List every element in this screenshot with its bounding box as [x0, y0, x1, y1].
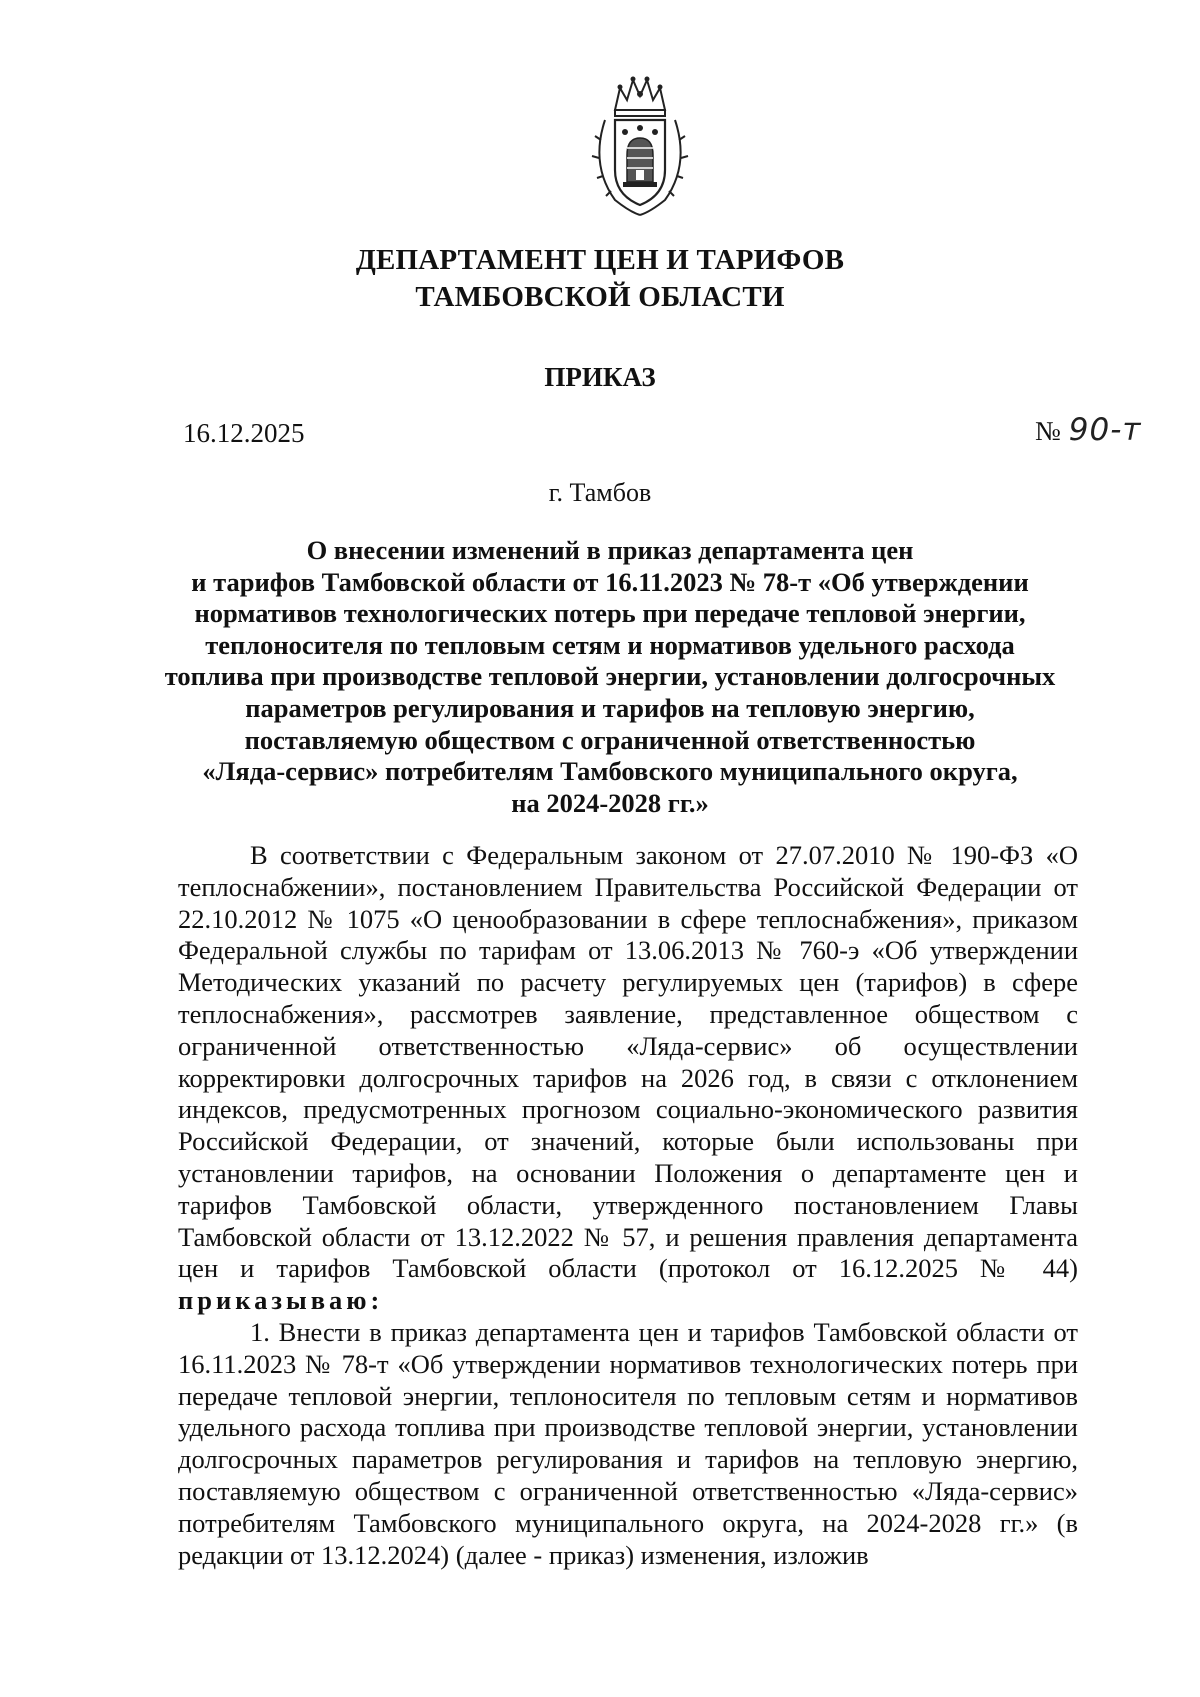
- tambov-coat-of-arms-icon: [585, 70, 695, 220]
- document-city: г. Тамбов: [548, 478, 652, 507]
- body-paragraph-preamble: [178, 840, 1078, 1317]
- subject-line: топлива при производстве тепловой энергии, установлении долгосрочных: [164, 661, 1056, 692]
- document-body: [178, 840, 1078, 1571]
- document-date: 16.12.2025: [183, 418, 305, 448]
- order-word: приказываю: [178, 1285, 371, 1316]
- subject-line: теплоносителя по тепловым сетям и нормативов удельного расхода: [205, 629, 1015, 660]
- number-label: №: [1035, 416, 1061, 446]
- subject-line: и тарифов Тамбовской области от 16.11.2023 № 78-т «Об утверждении: [191, 566, 1029, 597]
- document-subject: [160, 535, 1060, 819]
- subject-line: О внесении изменений в приказ департамента цен: [306, 535, 914, 565]
- organization-name-line-2: ТАМБОВСКОЙ ОБЛАСТИ: [415, 281, 785, 313]
- preamble-text: В соответствии с Федеральным законом от 27.07.2010 № 190-ФЗ «О теплоснабжении», постановлением Правительства Российской Федерации от 22.10.2012 № 1075 «О ценообразовании в сфере теплоснабжения», приказом Федеральной службы по тарифам от 13.06.2013 № 760-э «Об утверждении Методических указаний по расчету регулируемых цен (тарифов) в сфере теплоснабжения», рассмотрев заявление, представленное обществом с ограниченной ответственностью «Ляда-сервис» об осуществлении корректировки долгосрочных тарифов на 2026 год, в связи с отклонением индексов, предусмотренных прогнозом социально-экономического развития Российской Федерации, от значений, которые были использованы при установлении тарифов, на основании Положения о департаменте цен и тарифов Тамбовской области, утвержденного постановлением Главы Тамбовской области от 13.12.2022 № 57, и решения правления департамента цен и тарифов Тамбовской области (протокол от 16.12.2025 № 44): [178, 840, 1078, 1284]
- order-colon: :: [370, 1285, 380, 1316]
- document-type: ПРИКАЗ: [544, 362, 656, 392]
- subject-line: на 2024-2028 гг.»: [511, 787, 709, 818]
- subject-line: поставляемую обществом с ограниченной ответственностью: [244, 724, 976, 755]
- document-number: [1035, 412, 1141, 448]
- organization-name-line-1: ДЕПАРТАМЕНТ ЦЕН И ТАРИФОВ: [355, 244, 845, 276]
- body-paragraph-item-1: 1. Внести в приказ департамента цен и тарифов Тамбовской области от 16.11.2023 № 78-т «Об утверждении нормативов технологических потерь при передаче тепловой энергии, теплоносителя по тепловым сетям и нормативов удельного расхода топлива при производстве тепловой энергии, установлении долгосрочных параметров регулирования и тарифов на тепловую энергию, поставляемую обществом с ограниченной ответственностью «Ляда-сервис» потребителям Тамбовского муниципального округа, на 2024-2028 гг.» (в редакции от 13.12.2024) (далее - приказ) изменения, изложив: [178, 1316, 1078, 1570]
- organization-name: [0, 242, 1200, 316]
- subject-line: нормативов технологических потерь при передаче тепловой энергии,: [194, 598, 1026, 629]
- subject-line: параметров регулирования и тарифов на тепловую энергию,: [245, 692, 975, 723]
- subject-line: «Ляда-сервис» потребителям Тамбовского муниципального округа,: [202, 756, 1018, 787]
- handwritten-number: 90-т: [1068, 412, 1142, 448]
